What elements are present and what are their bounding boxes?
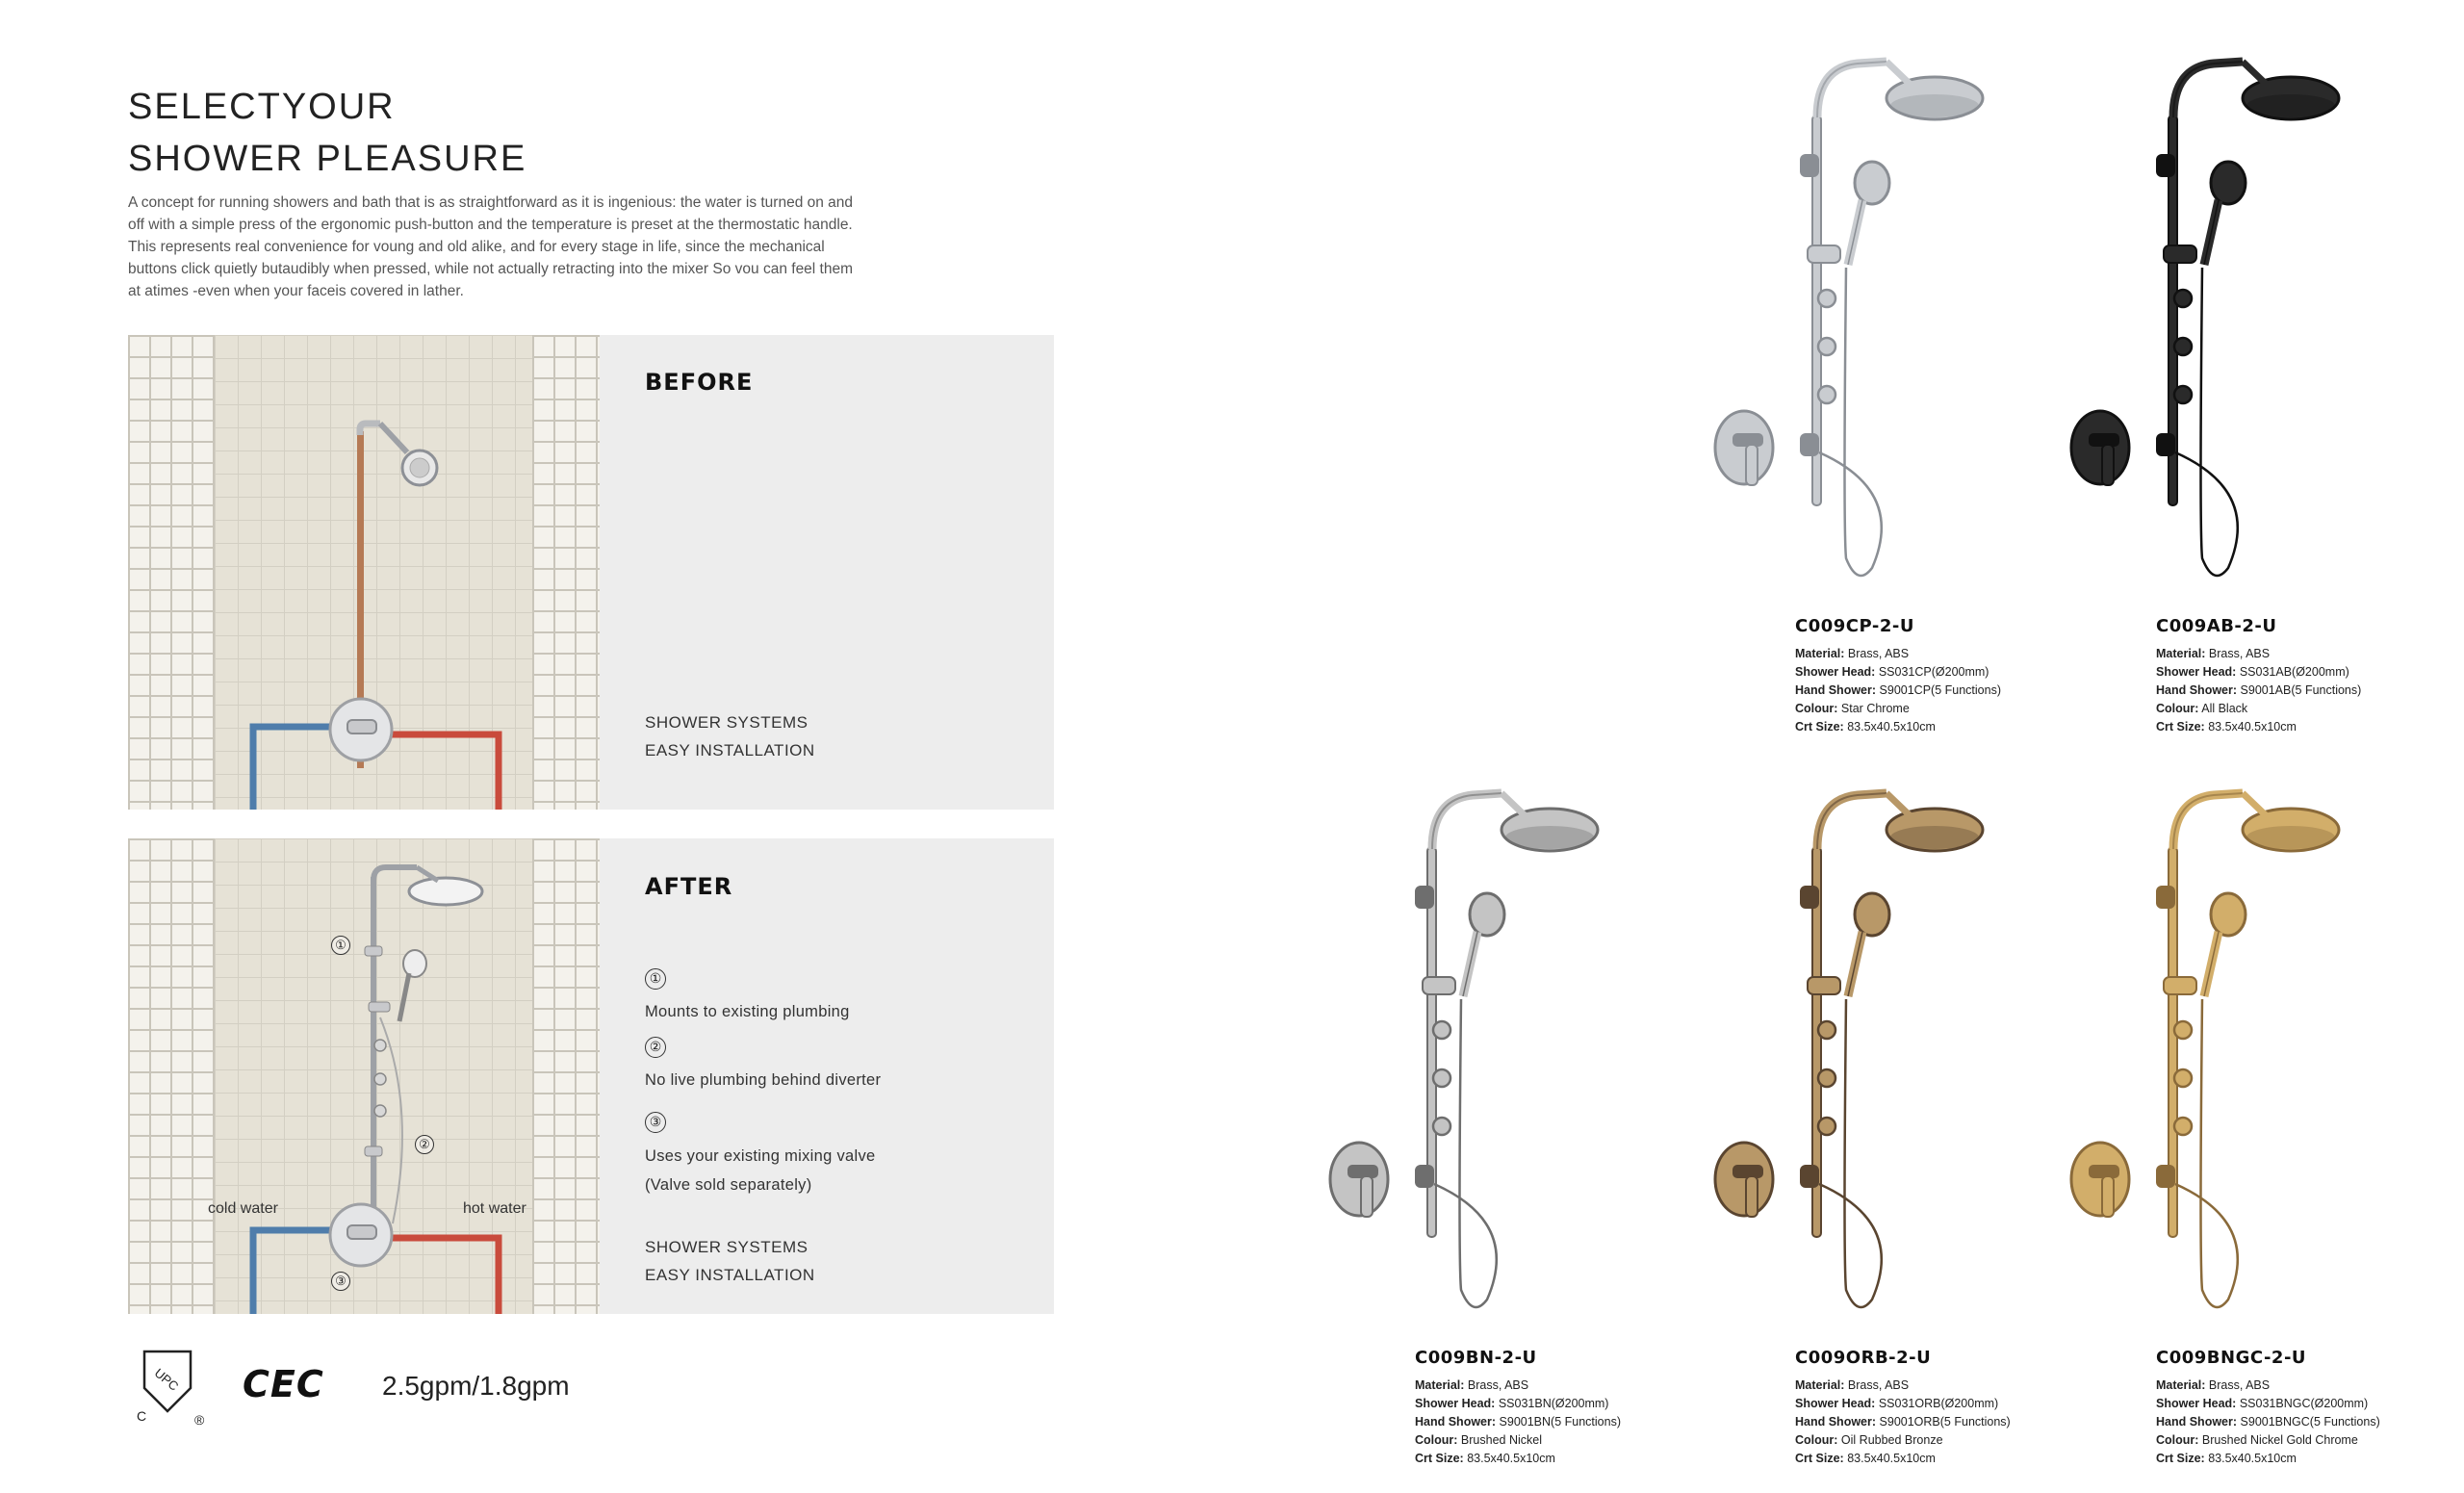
product-code: C009CP-2-U — [1795, 616, 1914, 636]
spec-value: 83.5x40.5x10cm — [2208, 720, 2297, 734]
spec-row-crt-size — [2156, 1450, 2380, 1468]
after-plumbing-drawing — [128, 838, 600, 1314]
cold-water-label: cold water — [208, 1200, 278, 1217]
before-line-2: EASY INSTALLATION — [645, 741, 815, 759]
upc-certification-logo — [135, 1344, 212, 1435]
spec-label: Crt Size: — [1415, 1452, 1464, 1465]
step-1-marker: ① — [645, 968, 666, 990]
valve-trim-icon — [1715, 411, 1773, 485]
spec-row-hand-shower — [2156, 682, 2361, 700]
step-2-text: No live plumbing behind diverter — [645, 1071, 882, 1089]
before-title: BEFORE — [645, 369, 754, 396]
rain-shower-head-icon — [1886, 77, 1983, 119]
product-image — [1704, 48, 2021, 587]
spec-value: S9001CP(5 Functions) — [1879, 683, 2001, 697]
upc-text: UPC — [151, 1365, 182, 1394]
product-image — [2060, 780, 2377, 1319]
spec-label: Material: — [1415, 1378, 1465, 1392]
spec-label: Material: — [2156, 1378, 2206, 1392]
after-line-1: SHOWER SYSTEMS — [645, 1238, 808, 1256]
spec-value: SS031BN(Ø200mm) — [1498, 1397, 1609, 1410]
rain-shower-head-icon — [1886, 809, 1983, 851]
title-line-2: SHOWER PLEASURE — [128, 139, 527, 179]
flow-rate: 2.5gpm/1.8gpm — [382, 1371, 570, 1401]
valve-trim-icon — [1715, 1143, 1773, 1217]
spec-row-material — [1795, 645, 2001, 663]
spec-row-hand-shower — [1415, 1413, 1621, 1431]
spec-value: Brushed Nickel Gold Chrome — [2201, 1433, 2358, 1447]
spec-value: Oil Rubbed Bronze — [1840, 1433, 1943, 1447]
title-line-1: SELECTYOUR — [128, 87, 396, 127]
cec-logo: CEC — [243, 1363, 324, 1405]
spec-value: All Black — [2201, 702, 2248, 715]
hand-shower-icon — [1463, 893, 1504, 996]
spec-label: Colour: — [2156, 1433, 2199, 1447]
hand-shower-icon — [1848, 893, 1889, 996]
hot-water-label: hot water — [463, 1200, 526, 1217]
spec-value: Star Chrome — [1840, 702, 1910, 715]
intro-line: A concept for running showers and bath that is as straightforward as it is ingenious: the water is turned on and — [128, 194, 854, 211]
hand-shower-icon — [2204, 893, 2246, 996]
spec-label: Crt Size: — [1795, 1452, 1844, 1465]
spec-row-colour — [1795, 700, 2001, 718]
intro-paragraph — [128, 192, 927, 302]
spec-row-hand-shower — [2156, 1413, 2380, 1431]
product-code: C009AB-2-U — [2156, 616, 2277, 636]
spec-row-crt-size — [2156, 718, 2361, 736]
spec-row-crt-size — [1415, 1450, 1621, 1468]
spec-row-colour — [1415, 1431, 1621, 1450]
spec-row-colour — [1795, 1431, 2011, 1450]
rain-shower-head-icon — [2243, 77, 2339, 119]
spec-row-shower-head — [1415, 1395, 1621, 1413]
spec-row-material — [1795, 1377, 2011, 1395]
after-panel — [128, 838, 1054, 1314]
product-image — [1319, 780, 1636, 1319]
product-code: C009BN-2-U — [1415, 1348, 1537, 1368]
after-line-2: EASY INSTALLATION — [645, 1266, 815, 1284]
product-code: C009BNGC-2-U — [2156, 1348, 2307, 1368]
spec-row-shower-head — [2156, 1395, 2380, 1413]
valve-trim-icon — [1330, 1143, 1388, 1217]
spec-value: S9001AB(5 Functions) — [2240, 683, 2362, 697]
spec-value: 83.5x40.5x10cm — [1847, 720, 1936, 734]
spec-label: Shower Head: — [2156, 665, 2237, 679]
step-3-text: Uses your existing mixing valve — [645, 1147, 876, 1165]
spec-label: Hand Shower: — [1415, 1415, 1497, 1429]
spec-label: Colour: — [1795, 1433, 1838, 1447]
hand-shower-icon — [1848, 162, 1889, 265]
spec-value: SS031BNGC(Ø200mm) — [2239, 1397, 2369, 1410]
intro-line: buttons click quietly butaudibly when pressed, while not actually retracting into the mixer So vou can feel them — [128, 261, 854, 277]
after-wall-illustration — [128, 838, 600, 1314]
before-line-1: SHOWER SYSTEMS — [645, 713, 808, 732]
spec-value: Brushed Nickel — [1460, 1433, 1542, 1447]
rain-head-icon — [409, 878, 482, 905]
marker-3: ③ — [331, 1272, 350, 1291]
spec-label: Material: — [1795, 647, 1845, 660]
spec-row-material — [2156, 1377, 2380, 1395]
spec-value: S9001BN(5 Functions) — [1499, 1415, 1621, 1429]
step-3-note: (Valve sold separately) — [645, 1176, 812, 1194]
spec-row-material — [2156, 645, 2361, 663]
spec-row-shower-head — [2156, 663, 2361, 682]
spec-value: SS031ORB(Ø200mm) — [1878, 1397, 1999, 1410]
spec-row-shower-head — [1795, 663, 2001, 682]
spec-value: 83.5x40.5x10cm — [1847, 1452, 1936, 1465]
spec-row-hand-shower — [1795, 682, 2001, 700]
spec-value: 83.5x40.5x10cm — [1467, 1452, 1555, 1465]
spec-label: Hand Shower: — [1795, 1415, 1877, 1429]
valve-trim-icon — [330, 699, 392, 760]
upc-r-mark: ® — [194, 1412, 205, 1428]
spec-label: Material: — [1795, 1378, 1845, 1392]
upc-c-mark: C — [137, 1408, 147, 1424]
spec-value: SS031CP(Ø200mm) — [1878, 665, 1989, 679]
spec-label: Shower Head: — [1795, 665, 1876, 679]
page-title — [128, 81, 526, 185]
product-image — [2060, 48, 2377, 587]
product-specs — [2156, 645, 2361, 736]
spec-row-colour — [2156, 1431, 2380, 1450]
before-plumbing-drawing — [128, 335, 600, 810]
spec-label: Shower Head: — [1795, 1397, 1876, 1410]
after-title: AFTER — [645, 873, 733, 900]
hand-shower-icon — [2204, 162, 2246, 265]
spec-value: Brass, ABS — [1847, 1378, 1910, 1392]
product-specs — [2156, 1377, 2380, 1468]
step-3-marker: ③ — [645, 1112, 666, 1133]
before-panel — [128, 335, 1054, 810]
spec-value: Brass, ABS — [1847, 647, 1910, 660]
spec-label: Shower Head: — [1415, 1397, 1496, 1410]
product-specs — [1415, 1377, 1621, 1468]
spec-row-colour — [2156, 700, 2361, 718]
spec-row-hand-shower — [1795, 1413, 2011, 1431]
old-shower-head-icon — [380, 424, 437, 485]
intro-line: off with a simple press of the ergonomic push-button and the temperature is preset at the thermostatic handle. — [128, 217, 853, 233]
spec-label: Hand Shower: — [2156, 1415, 2238, 1429]
spec-row-material — [1415, 1377, 1621, 1395]
spec-value: S9001ORB(5 Functions) — [1879, 1415, 2011, 1429]
rain-shower-head-icon — [2243, 809, 2339, 851]
spec-label: Crt Size: — [1795, 720, 1844, 734]
spec-label: Colour: — [1795, 702, 1838, 715]
spec-row-shower-head — [1795, 1395, 2011, 1413]
spec-row-crt-size — [1795, 1450, 2011, 1468]
intro-line: This represents real convenience for voung and old alike, and for every stage in life, since the mechanical — [128, 239, 825, 255]
spec-label: Crt Size: — [2156, 720, 2205, 734]
step-2-marker: ② — [645, 1037, 666, 1058]
rain-shower-head-icon — [1502, 809, 1598, 851]
spec-label: Crt Size: — [2156, 1452, 2205, 1465]
product-specs — [1795, 1377, 2011, 1468]
product-image — [1704, 780, 2021, 1319]
valve-trim-icon — [2071, 411, 2129, 485]
spec-value: 83.5x40.5x10cm — [2208, 1452, 2297, 1465]
spec-row-crt-size — [1795, 718, 2001, 736]
marker-1: ① — [331, 936, 350, 955]
spec-value: Brass, ABS — [2208, 647, 2271, 660]
step-1-text: Mounts to existing plumbing — [645, 1003, 850, 1020]
spec-label: Colour: — [1415, 1433, 1458, 1447]
spec-label: Material: — [2156, 647, 2206, 660]
spec-label: Hand Shower: — [1795, 683, 1877, 697]
spec-label: Shower Head: — [2156, 1397, 2237, 1410]
before-wall-illustration — [128, 335, 600, 810]
spec-value: S9001BNGC(5 Functions) — [2240, 1415, 2380, 1429]
spec-value: SS031AB(Ø200mm) — [2239, 665, 2349, 679]
spec-label: Colour: — [2156, 702, 2199, 715]
spec-value: Brass, ABS — [2208, 1378, 2271, 1392]
intro-line: at atimes -even when your faceis covered in lather. — [128, 283, 464, 299]
product-code: C009ORB-2-U — [1795, 1348, 1932, 1368]
product-specs — [1795, 645, 2001, 736]
spec-value: Brass, ABS — [1467, 1378, 1529, 1392]
marker-2: ② — [415, 1135, 434, 1154]
valve-trim-icon — [2071, 1143, 2129, 1217]
spec-label: Hand Shower: — [2156, 683, 2238, 697]
